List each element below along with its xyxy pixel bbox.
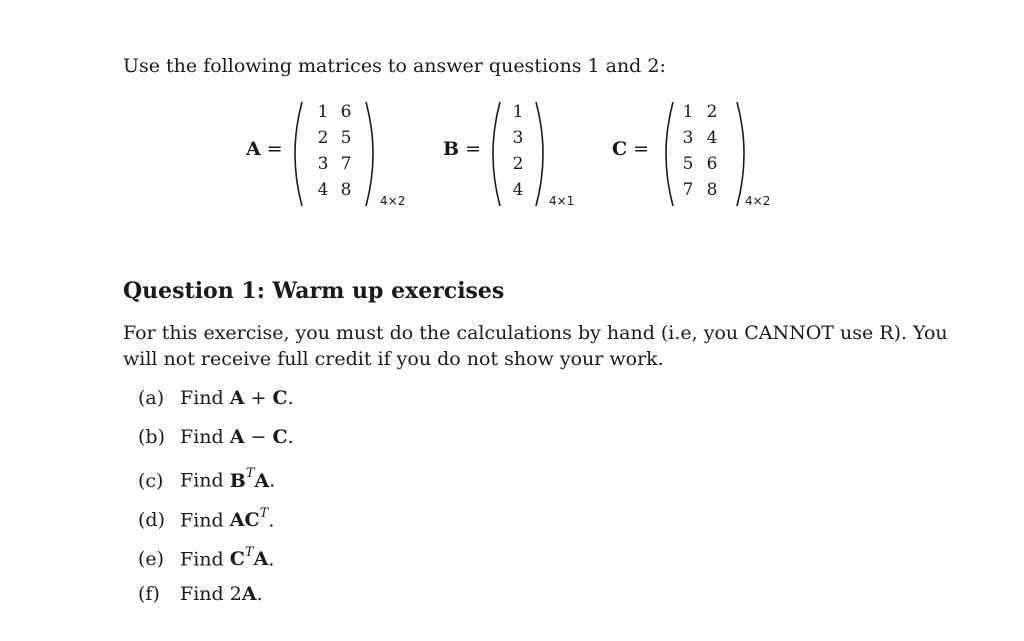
- part-expression: $B^TA$: [229, 466, 270, 492]
- part-label: (b): [138, 426, 165, 449]
- matrix-cell: 5: [340, 128, 352, 148]
- matrix-c-dims: 4×2: [745, 194, 771, 208]
- matrix-c: [612, 98, 782, 210]
- part-find: Find: [180, 508, 224, 531]
- part-label: (f): [138, 582, 160, 605]
- matrix-cell: 4: [317, 180, 329, 200]
- matrix-a-dims: 4×2: [380, 194, 406, 208]
- matrix-b-body: [490, 98, 552, 210]
- right-paren: [366, 102, 373, 206]
- matrix-cell: 3: [512, 128, 524, 148]
- matrix-cell: 6: [706, 154, 718, 174]
- matrix-a-body: [292, 98, 382, 210]
- part-b: [138, 423, 294, 462]
- part-label: (a): [138, 387, 165, 409]
- matrix-a: [246, 98, 416, 210]
- matrix-c-label: C =: [612, 138, 650, 160]
- matrix-cell: 2: [317, 128, 329, 148]
- matrix-cell: 7: [340, 154, 352, 174]
- matrix-cell: 2: [706, 102, 718, 122]
- matrix-cell: 1: [682, 102, 694, 122]
- matrix-c-body: [663, 98, 753, 210]
- part-expression: A + C: [229, 387, 288, 409]
- part-end: .: [287, 426, 294, 449]
- part-end: .: [268, 548, 275, 571]
- part-d: [138, 502, 294, 541]
- part-find: Find: [180, 387, 224, 409]
- question-1-heading: Question 1: Warm up exercises: [123, 278, 505, 304]
- right-paren: [737, 102, 744, 206]
- part-end: .: [268, 508, 275, 531]
- part-end: .: [256, 582, 263, 605]
- part-expression: $C^TA$: [229, 544, 269, 571]
- part-end: .: [287, 387, 294, 409]
- matrix-cell: 1: [512, 102, 524, 122]
- left-paren: [666, 102, 673, 206]
- part-label: (d): [138, 508, 165, 531]
- part-e: [138, 541, 294, 580]
- left-paren: [295, 102, 302, 206]
- matrix-b-label: B =: [443, 138, 482, 160]
- part-find: Find: [180, 582, 224, 605]
- part-end: .: [269, 469, 276, 492]
- part-expression: 2A: [229, 582, 257, 605]
- matrix-cell: 8: [340, 180, 352, 200]
- part-find: Find: [180, 548, 224, 571]
- matrix-b-dims: 4×1: [549, 194, 575, 208]
- question-1-text: For this exercise, you must do the calculations by hand (i.e, you CANNOT use R). You will not receive full credit if you do not show your work.: [123, 322, 948, 370]
- matrix-cell: 6: [340, 102, 352, 122]
- matrix-b: [443, 98, 583, 210]
- part-label: (c): [138, 469, 164, 492]
- matrix-cell: 3: [682, 128, 694, 148]
- question-1-parts: [138, 384, 294, 619]
- part-find: Find: [180, 469, 224, 492]
- matrix-cell: 7: [682, 180, 694, 200]
- matrix-cell: 2: [512, 154, 524, 174]
- matrix-cell: 5: [682, 154, 694, 174]
- matrix-cell: 8: [706, 180, 718, 200]
- matrix-cell: 3: [317, 154, 329, 174]
- part-expression: A − C: [229, 426, 288, 449]
- part-f: [138, 580, 294, 619]
- matrix-a-label: A =: [246, 138, 283, 160]
- part-c: [138, 462, 294, 501]
- part-label: (e): [138, 548, 165, 571]
- left-paren: [493, 102, 500, 206]
- part-a: [138, 384, 294, 423]
- matrix-cell: 4: [512, 180, 524, 200]
- intro-text: Use the following matrices to answer questions 1 and 2:: [123, 55, 666, 77]
- part-find: Find: [180, 426, 224, 449]
- part-expression: $AC^T$: [229, 505, 269, 531]
- matrix-cell: 4: [706, 128, 718, 148]
- right-paren: [536, 102, 543, 206]
- matrix-cell: 1: [317, 102, 329, 122]
